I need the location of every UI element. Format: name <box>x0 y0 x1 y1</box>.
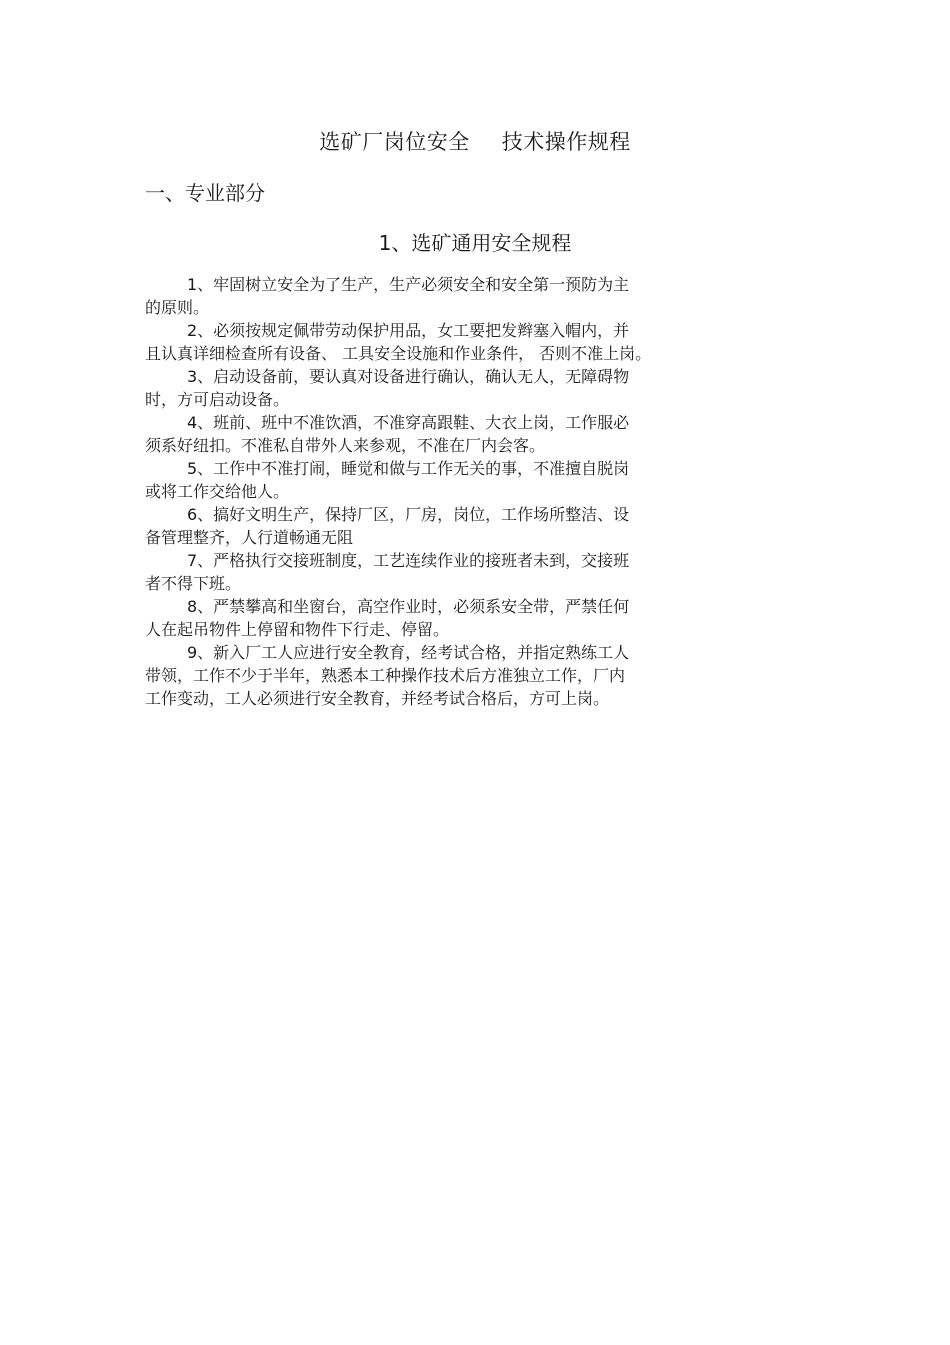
rule-line: 者不得下班。 <box>145 574 242 593</box>
rule-line: 2、必须按规定佩带劳动保护用品，女工要把发辫塞入帽内，并 <box>187 321 630 340</box>
section-heading: 一、专业部分 <box>145 181 265 205</box>
rule-item-7 <box>145 548 805 594</box>
rule-line: 时，方可启动设备。 <box>145 390 290 409</box>
rule-line: 人在起吊物件上停留和物件下行走、停留。 <box>145 620 450 639</box>
rule-item-6 <box>145 502 805 548</box>
title-part-2: 技术操作规程 <box>501 130 631 154</box>
rule-line: 带领，工作不少于半年，熟悉本工种操作技术后方准独立工作，厂内 <box>145 666 626 685</box>
rule-item-3 <box>145 364 805 410</box>
title-part-1: 选矿厂岗位安全 <box>319 130 470 154</box>
rule-line: 8、严禁攀高和坐窗台，高空作业时，必须系安全带，严禁任何 <box>187 597 630 616</box>
rule-line: 9、新入厂工人应进行安全教育，经考试合格，并指定熟练工人 <box>187 643 630 662</box>
rule-line: 备管理整齐，人行道畅通无阻 <box>145 528 354 547</box>
rule-line: 3、启动设备前，要认真对设备进行确认，确认无人，无障碍物 <box>187 367 630 386</box>
document-title <box>0 124 950 160</box>
rule-item-5 <box>145 456 805 502</box>
rule-item-8 <box>145 594 805 640</box>
rule-line: 的原则。 <box>145 298 210 317</box>
rule-line: 工作变动，工人必须进行安全教育，并经考试合格后，方可上岗。 <box>145 689 610 708</box>
rule-line: 须系好纽扣。不准私自带外人来参观，不准在厂内会客。 <box>145 436 546 455</box>
rule-item-1 <box>145 272 805 318</box>
rule-line: 且认真详细检查所有设备、 工具安全设施和作业条件， 否则不准上岗。 <box>145 344 652 363</box>
rule-line: 1、牢固树立安全为了生产，生产必须安全和安全第一预防为主 <box>187 275 630 294</box>
rule-line: 5、工作中不准打闹，睡觉和做与工作无关的事，不准擅自脱岗 <box>187 459 630 478</box>
subsection-heading: 1、选矿通用安全规程 <box>378 231 572 255</box>
rules-list <box>145 272 805 709</box>
rule-line: 4、班前、班中不准饮酒，不准穿高跟鞋、大衣上岗，工作服必 <box>187 413 630 432</box>
rule-item-2 <box>145 318 805 364</box>
rule-line: 6、搞好文明生产，保持厂区，厂房，岗位，工作场所整洁、设 <box>187 505 630 524</box>
rule-line: 或将工作交给他人。 <box>145 482 290 501</box>
rule-item-9 <box>145 640 805 709</box>
rule-item-4 <box>145 410 805 456</box>
rule-line: 7、严格执行交接班制度，工艺连续作业的接班者未到，交接班 <box>187 551 630 570</box>
